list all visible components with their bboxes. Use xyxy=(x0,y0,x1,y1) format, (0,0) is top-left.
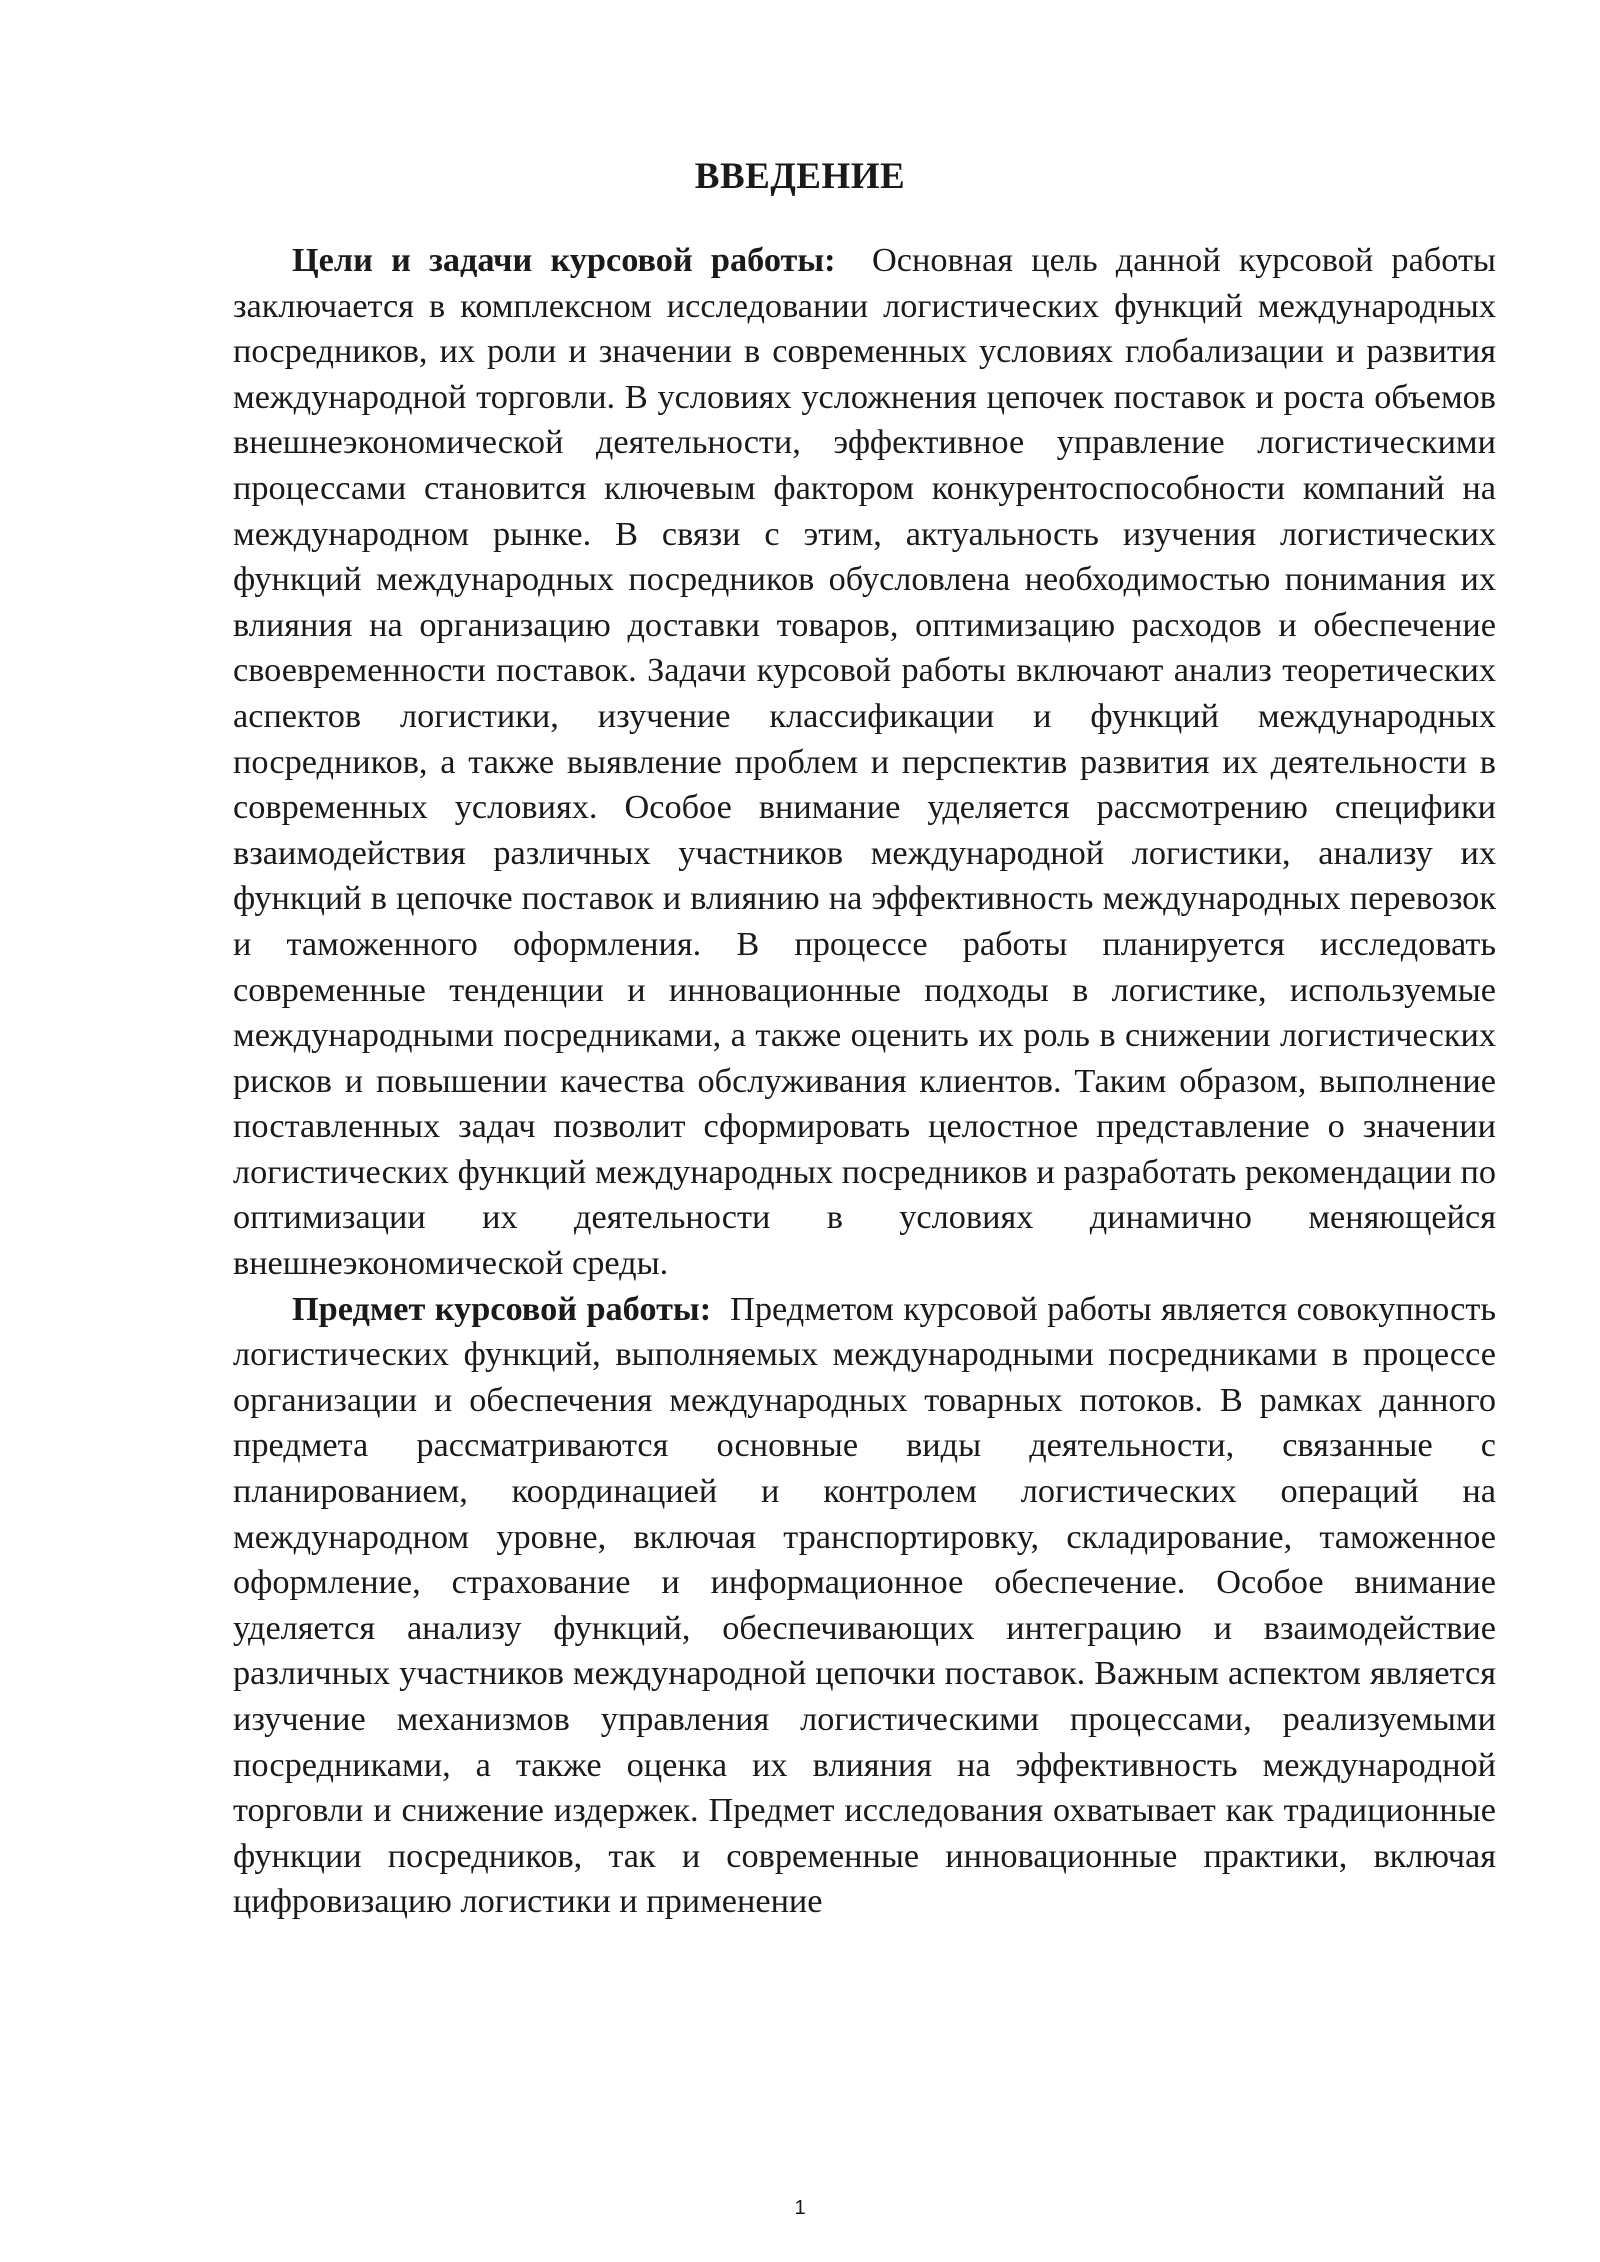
paragraph-subject xyxy=(233,1287,1496,1925)
paragraph-text-subject: Предметом курсовой работы является совокупность логистических функций, выполняемых международными посредниками в процессе организации и обеспечения международных товарных потоков. В рамках данного предмета рассматриваются основные виды деятельности, связанные с планированием, координацией и контролем логистических операций на международном уровне, включая транспортировку, складирование, таможенное оформление, страхование и информационное обеспечение. Особое внимание уделяется анализу функций, обеспечивающих интеграцию и взаимодействие различных участников международной цепочки поставок. Важным аспектом является изучение механизмов управления логистическими процессами, реализуемыми посредниками, а также оценка их влияния на эффективность международной торговли и снижение издержек. Предмет исследования охватывает как традиционные функции посредников, так и современные инновационные практики, включая цифровизацию логистики и применение xyxy=(233,1289,1496,1921)
paragraph-lead-subject: Предмет курсовой работы: xyxy=(292,1289,712,1328)
paragraph-lead-goals: Цели и задачи курсовой работы: xyxy=(292,241,836,279)
paragraph-text-goals: Основная цель данной курсовой работы заключается в комплексном исследовании логистических функций международных посредников, их роли и значении в современных условиях глобализации и развития международной торговли. В условиях усложнения цепочек поставок и роста объемов внешнеэкономической деятельности, эффективное управление логистическими процессами становится ключевым фактором конкурентоспособности компаний на международном рынке. В связи с этим, актуальность изучения логистических функций международных посредников обусловлена необходимостью понимания их влияния на организацию доставки товаров, оптимизацию расходов и обеспечение своевременности поставок. Задачи курсовой работы включают анализ теоретических аспектов логистики, изучение классификации и функций международных посредников, а также выявление проблем и перспектив развития их деятельности в современных условиях. Особое внимание уделяется рассмотрению специфики взаимодействия различных участников международной логистики, анализу их функций в цепочке поставок и влиянию на эффективность международных перевозок и таможенного оформления. В процессе работы планируется исследовать современные тенденции и инновационные подходы в логистике, используемые международными посредниками, а также оценить их роль в снижении логистических рисков и повышении качества обслуживания клиентов. Таким образом, выполнение поставленных задач позволит сформировать целостное представление о значении логистических функций международных посредников и разработать рекомендации по оптимизации их деятельности в условиях динамично меняющейся внешнеэкономической среды. xyxy=(233,241,1496,1283)
paragraph-goals xyxy=(233,238,1496,1287)
document-body xyxy=(233,238,1496,1925)
page-number: 1 xyxy=(794,2197,806,2219)
page-title: ВВЕДЕНИЕ xyxy=(694,156,906,197)
